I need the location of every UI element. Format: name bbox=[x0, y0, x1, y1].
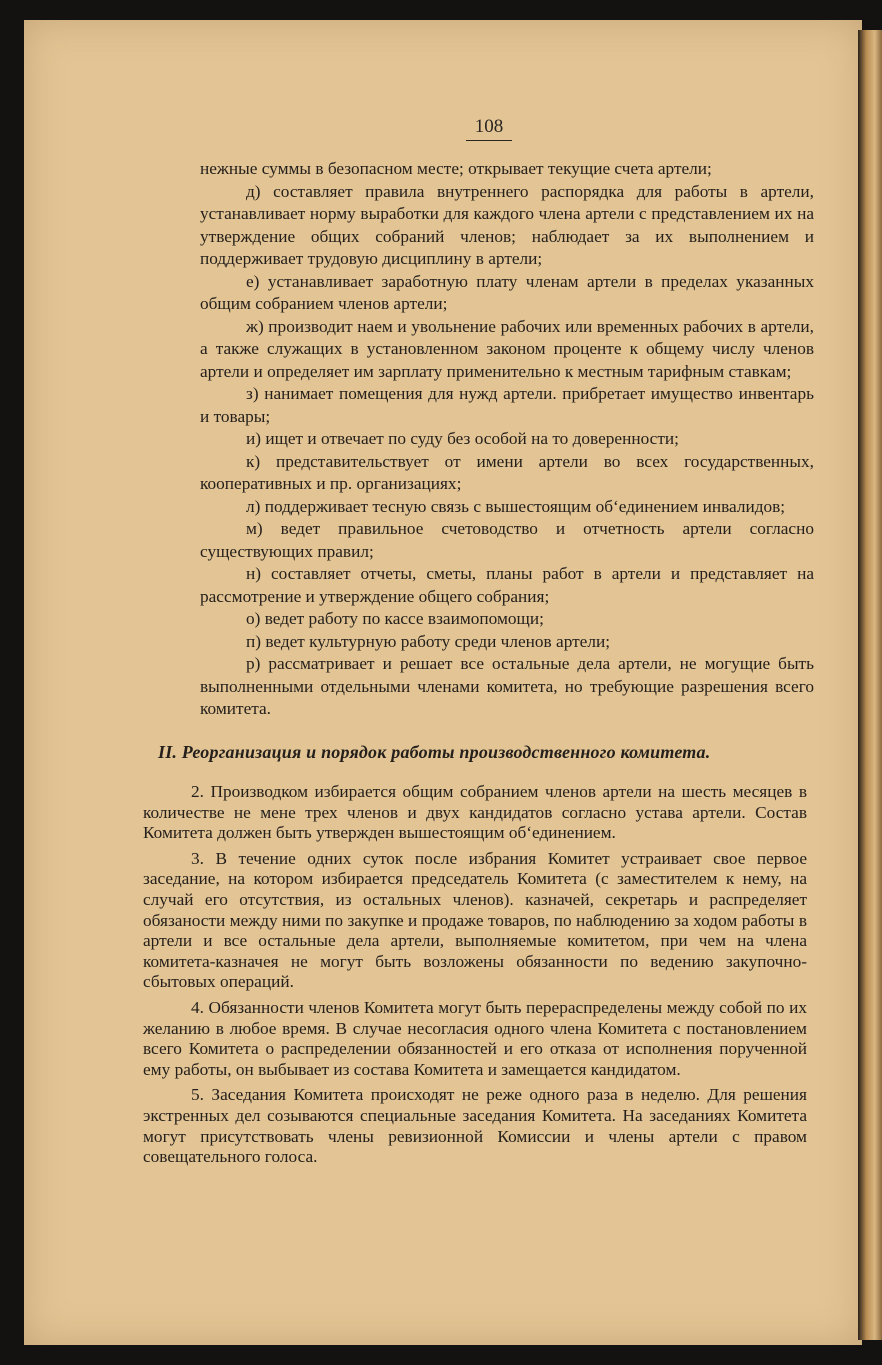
duties-list bbox=[200, 158, 814, 721]
page-edge bbox=[858, 30, 882, 1340]
section-paragraph: 3. В течение одних суток после избрания Комитет устраивает свое первое заседание, на котором избирается председатель Комитета (с заместителем к нему, на случай его отсутствия, из остальных членов). казначей, секретарь и распределяет обязаности между ними по закупке и продаже товаров, по наблюдению за ходом работы в артели и все остальные дела артели, выполняемые комитетом, при чем на члена комитета-казначея не могут быть возложены обязанности по ведению закупочно-сбытовых операций. bbox=[143, 848, 807, 992]
list-paragraph: и) ищет и отвечает по суду без особой на то доверенности; bbox=[246, 429, 679, 448]
list-paragraph: д) составляет правила внутреннего распорядка для работы в артели, устанавливает норму выработки для каждого члена артели с представлением их на утверждение общих собраний членов; наблюдает за их выполнением и поддерживает трудовую дисциплину в артели; bbox=[200, 181, 814, 268]
list-paragraph: р) рассматривает и решает все остальные дела артели, не могущие быть выполненными отдельными членами комитета, но требующие разрешения всего комитета. bbox=[200, 654, 814, 718]
section-paragraph: 5. Заседания Комитета происходят не реже одного раза в неделю. Для решения экстренных дел созываются специальные заседания Комитета. На заседаниях Комитета могут присутствовать члены ревизионной Комиссии и члены артели с правом совещательного голоса. bbox=[143, 1085, 807, 1167]
section-heading: II. Реорганизация и порядок работы производственного комитета. bbox=[158, 742, 711, 762]
list-paragraph: ж) производит наем и увольнение рабочих или временных рабочих в артели, а также служащих в установленном законом проценте к общему числу членов артели и определяет им зарплату применительно к местным тарифным ставкам; bbox=[200, 316, 814, 381]
section-paragraph: 4. Обязанности членов Комитета могут быть перераспределены между собой по их желанию в любое время. В случае несогласия одного члена Комитета с постановлением всего Комитета о распределении обязанностей и его отказа от исполнения порученной ему работы, он выбывает из состава Комитета и замещается кандидатом. bbox=[143, 997, 807, 1079]
section-body bbox=[143, 782, 807, 1173]
list-paragraph: л) поддерживает тесную связь с вышестоящим об‘единением инвалидов; bbox=[246, 496, 786, 516]
list-paragraph: е) устанавливает заработную плату членам артели в пределах указанных общим собранием членов артели; bbox=[200, 271, 814, 313]
list-paragraph: нежные суммы в безопасном месте; открывает текущие счета артели; bbox=[200, 159, 712, 178]
section-paragraph: 2. Производком избирается общим собранием членов артели на шесть месяцев в количестве не мене трех членов и двух кандидатов согласно устава артели. Состав Комитета должен быть утвержден вышестоящим об‘единением. bbox=[143, 782, 807, 843]
list-paragraph: о) ведет работу по кассе взаимопомощи; bbox=[246, 609, 544, 628]
list-paragraph: н) составляет отчеты, сметы, планы работ в артели и представляет на рассмотрение и утверждение общего собрания; bbox=[200, 564, 814, 606]
list-paragraph: з) нанимает помещения для нужд артели. прибретает имущество инвентарь и товары; bbox=[200, 384, 814, 426]
list-paragraph: п) ведет культурную работу среди членов артели; bbox=[246, 631, 611, 651]
page-number: 108 bbox=[466, 116, 512, 141]
list-paragraph: к) представительствует от имени артели во всех государственных, кооперативных и пр. организациях; bbox=[200, 451, 814, 493]
list-paragraph: м) ведет правильное счетоводство и отчетность артели согласно существующих правил; bbox=[200, 519, 814, 561]
